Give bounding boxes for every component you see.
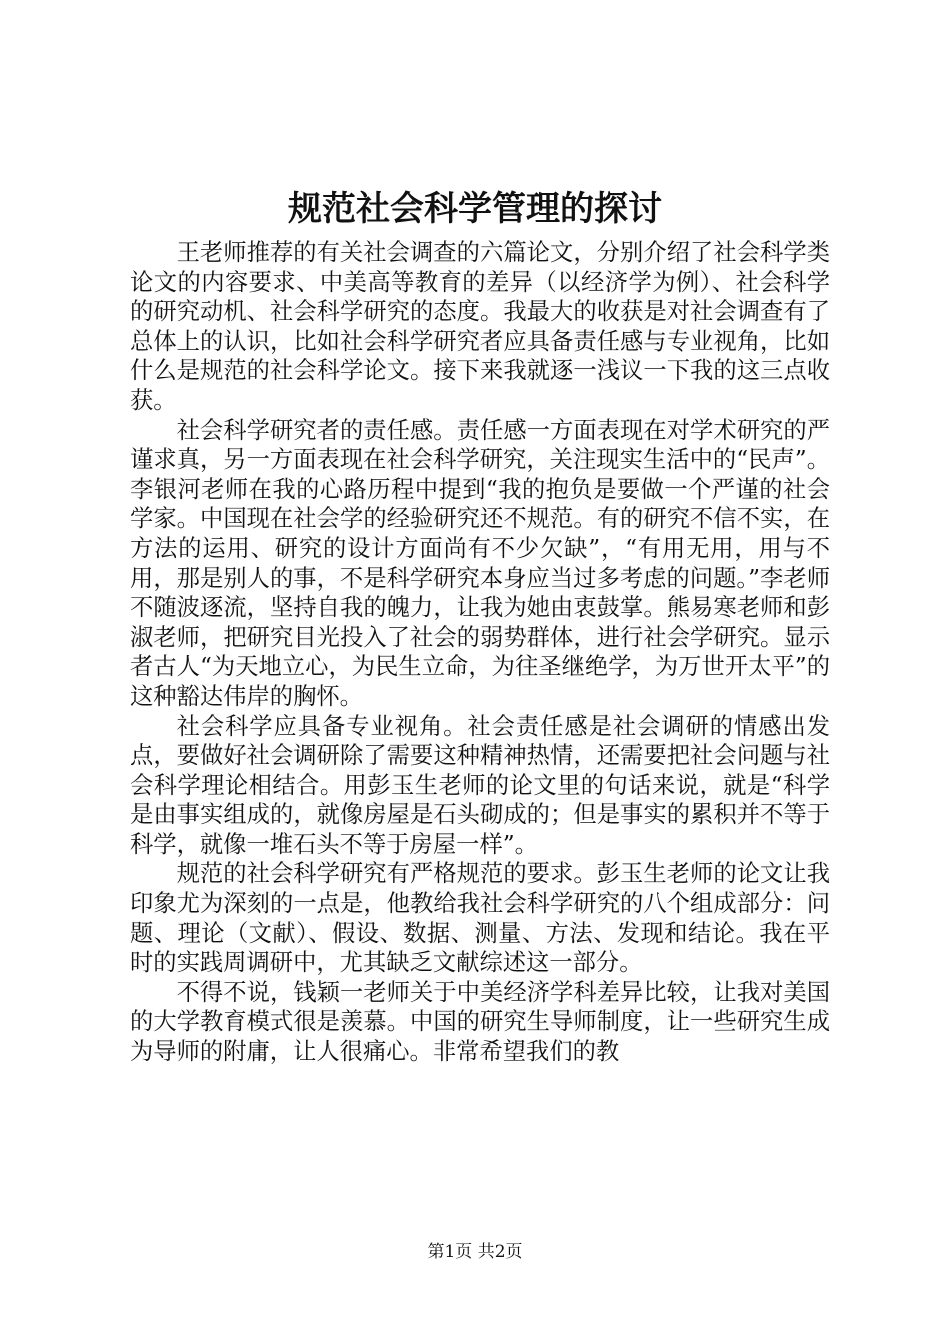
document-title: 规范社会科学管理的探讨: [288, 189, 662, 229]
paragraph-professional-perspective: 社会科学应具备专业视角。社会责任感是社会调研的情感出发点，要做好社会调研除了需要这种精神热情，还需要把社会问题与社会科学理论相结合。用彭玉生老师的论文里的句话来说，就是“科学是由事实组成的，就像房屋是石头砌成的；但是事实的累积并不等于科学，就像一堆石头不等于房屋一样”。: [130, 712, 830, 858]
document-body: [130, 238, 830, 1067]
paragraph-education-comparison: 不得不说，钱颖一老师关于中美经济学科差异比较，让我对美国的大学教育模式很是羡慕。中国的研究生导师制度，让一些研究生成为导师的附庸，让人很痛心。非常希望我们的教: [130, 978, 830, 1066]
page-footer: 第1页 共2页: [427, 1242, 523, 1262]
paragraph-intro: 王老师推荐的有关社会调查的六篇论文，分别介绍了社会科学类论文的内容要求、中美高等教育的差异（以经济学为例）、社会科学的研究动机、社会科学研究的态度。我最大的收获是对社会调查有了总体上的认识，比如社会科学研究者应具备责任感与专业视角，比如什么是规范的社会科学论文。接下来我就逐一浅议一下我的这三点收获。: [130, 239, 830, 414]
paragraph-responsibility: 社会科学研究者的责任感。责任感一方面表现在对学术研究的严谨求真，另一方面表现在社会科学研究，关注现实生活中的“民声”。李银河老师在我的心路历程中提到“我的抱负是要做一个严谨的社会学家。中国现在社会学的经验研究还不规范。有的研究不信不实，在方法的运用、研究的设计方面尚有不少欠缺”，“有用无用，用与不用，那是别人的事，不是科学研究本身应当过多考虑的问题。”李老师不随波逐流，坚持自我的魄力，让我为她由衷鼓掌。熊易寒老师和彭淑老师，把研究目光投入了社会的弱势群体，进行社会学研究。显示者古人“为天地立心，为民生立命，为往圣继绝学，为万世开太平”的这种豁达伟岸的胸怀。: [130, 416, 830, 710]
paragraph-research-norms: 规范的社会科学研究有严格规范的要求。彭玉生老师的论文让我印象尤为深刻的一点是，他教给我社会科学研究的八个组成部分：问题、理论（文献）、假设、数据、测量、方法、发现和结论。我在平时的实践周调研中，尤其缺乏文献综述这一部分。: [130, 860, 830, 977]
